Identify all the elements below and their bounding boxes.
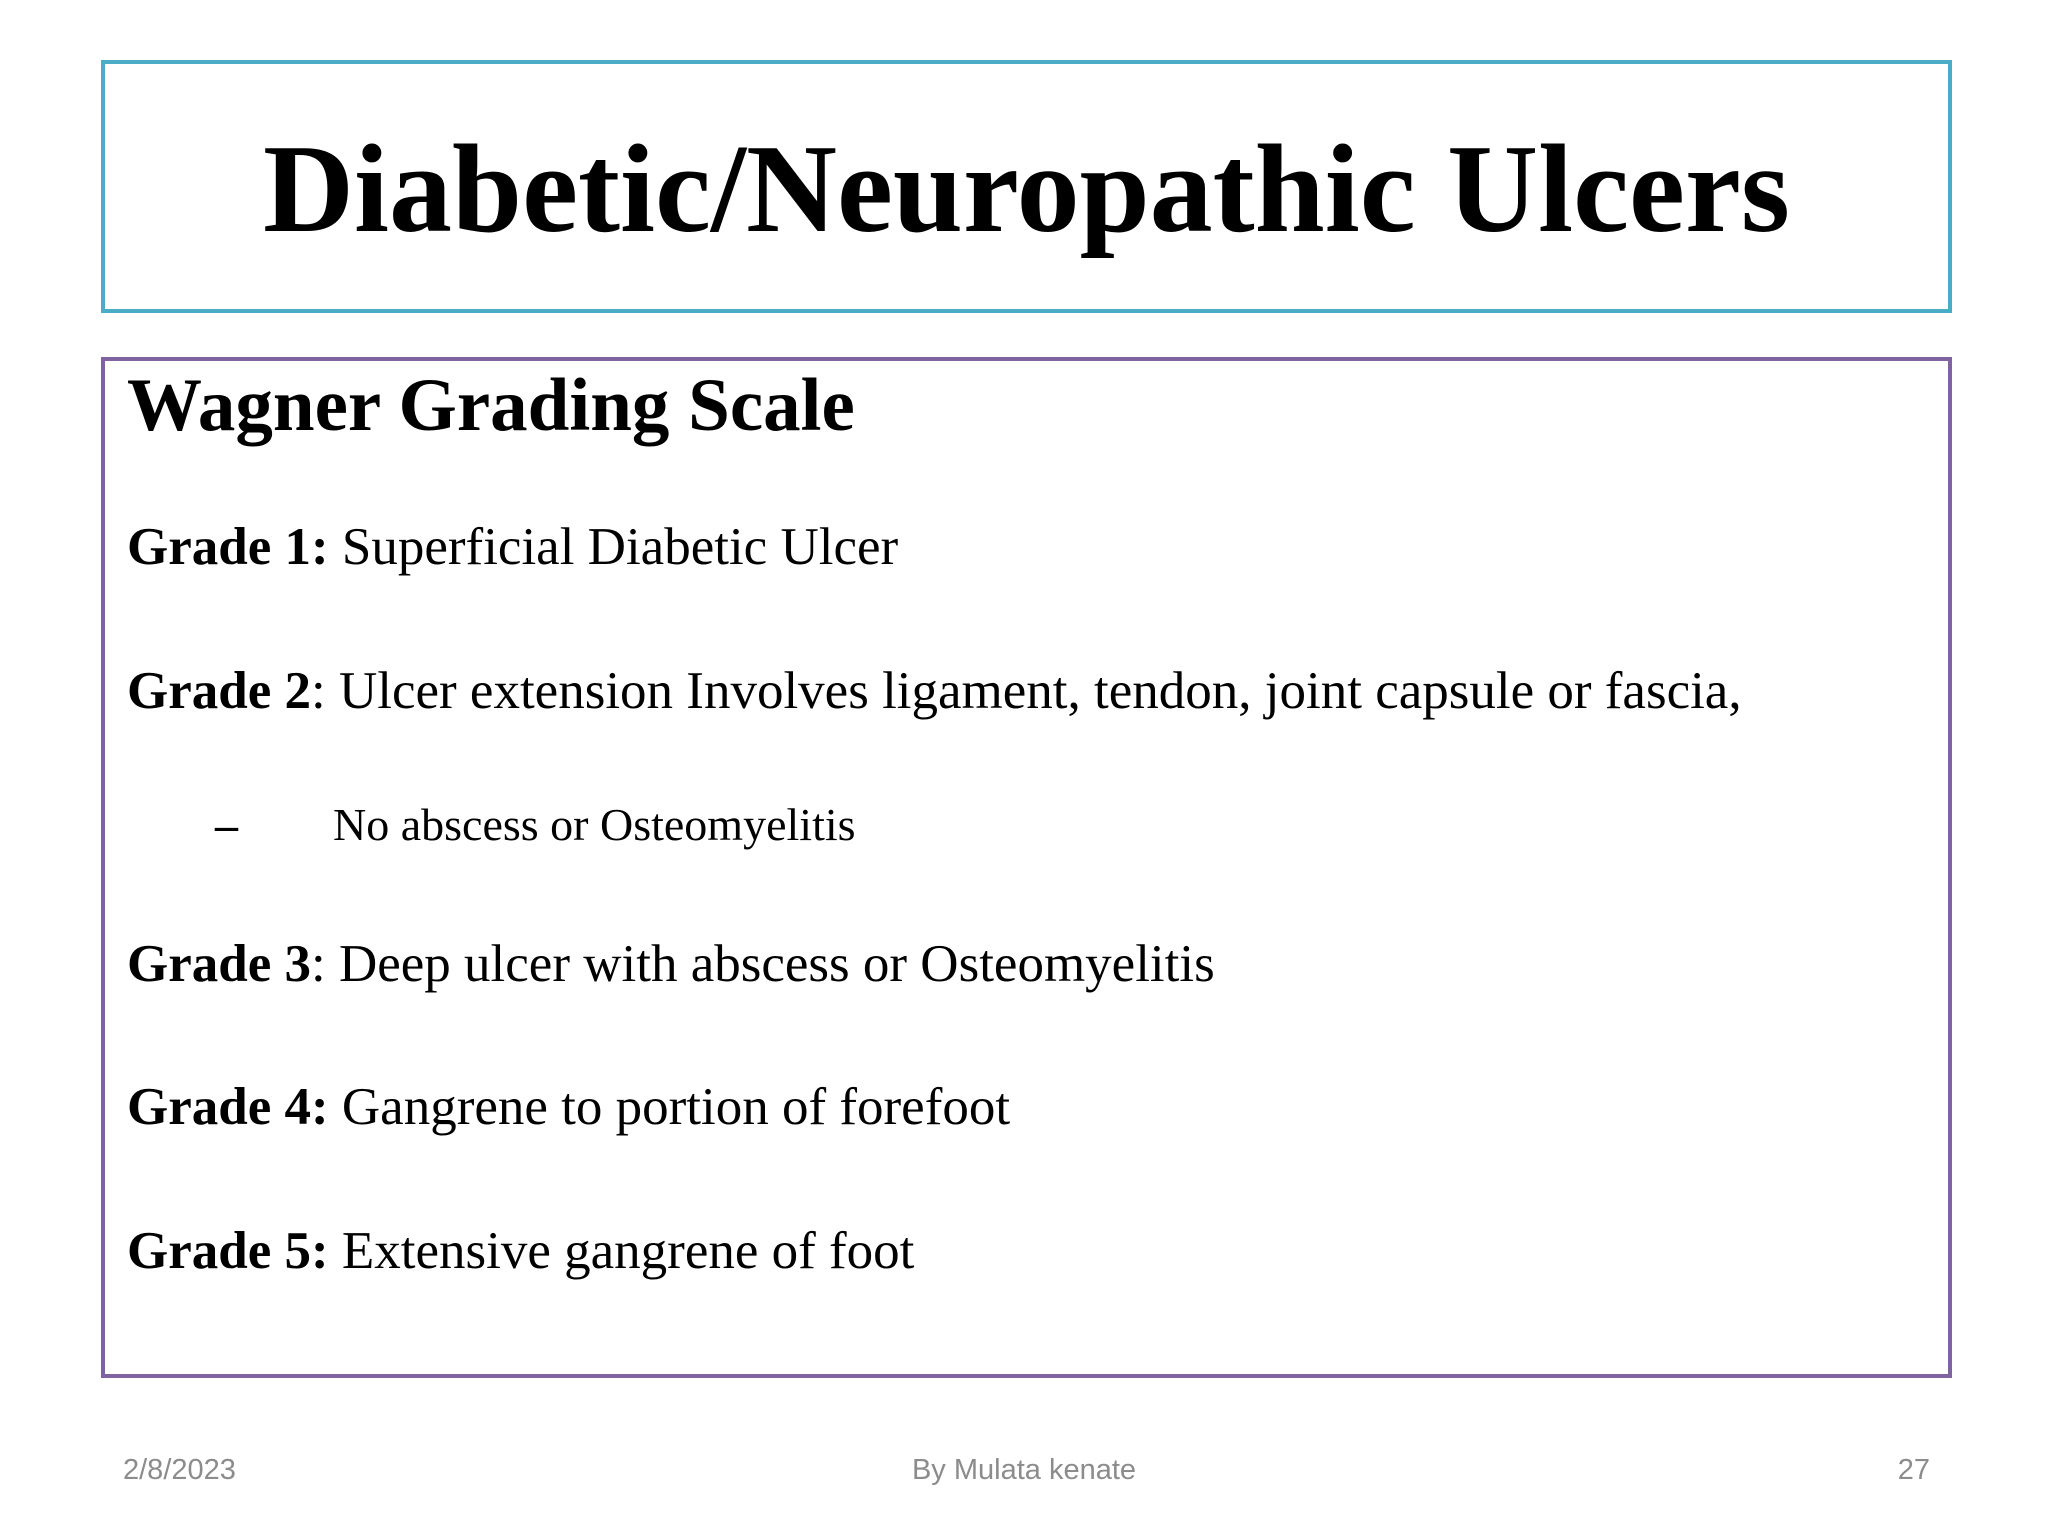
content-box bbox=[101, 357, 1952, 1378]
slide-title: Diabetic/Neuropathic Ulcers bbox=[263, 119, 1790, 259]
grade-1-line bbox=[127, 515, 898, 579]
grade-4-label: Grade 4: bbox=[127, 1078, 329, 1136]
slide-subtitle: Wagner Grading Scale bbox=[127, 364, 855, 447]
grade-4-line bbox=[127, 1075, 1010, 1139]
grade-3-line bbox=[127, 932, 1215, 996]
grade-1-label: Grade 1: bbox=[127, 518, 329, 576]
grade-2-line bbox=[127, 659, 1742, 723]
grade-3-label: Grade 3 bbox=[127, 935, 311, 993]
grade-2-sub-text: No abscess or Osteomyelitis bbox=[333, 799, 856, 850]
grade-5-line bbox=[127, 1219, 914, 1283]
grade-4-text: Gangrene to portion of forefoot bbox=[328, 1078, 1011, 1136]
footer-date: 2/8/2023 bbox=[123, 1454, 236, 1486]
title-box bbox=[101, 60, 1952, 313]
footer-page-number: 27 bbox=[1897, 1454, 1930, 1486]
grade-3-text: : Deep ulcer with abscess or Osteomyelitis bbox=[311, 935, 1215, 993]
grade-2-text: : Ulcer extension Involves ligament, tendon, joint capsule or fascia, bbox=[311, 662, 1742, 720]
footer-author: By Mulata kenate bbox=[911, 1454, 1137, 1486]
grade-5-text: Extensive gangrene of foot bbox=[328, 1222, 915, 1280]
grade-1-text: Superficial Diabetic Ulcer bbox=[328, 518, 899, 576]
grade-2-sub-line bbox=[215, 797, 856, 853]
grade-2-label: Grade 2 bbox=[127, 662, 311, 720]
dash-bullet-icon: – bbox=[215, 799, 238, 850]
grade-5-label: Grade 5: bbox=[127, 1222, 329, 1280]
